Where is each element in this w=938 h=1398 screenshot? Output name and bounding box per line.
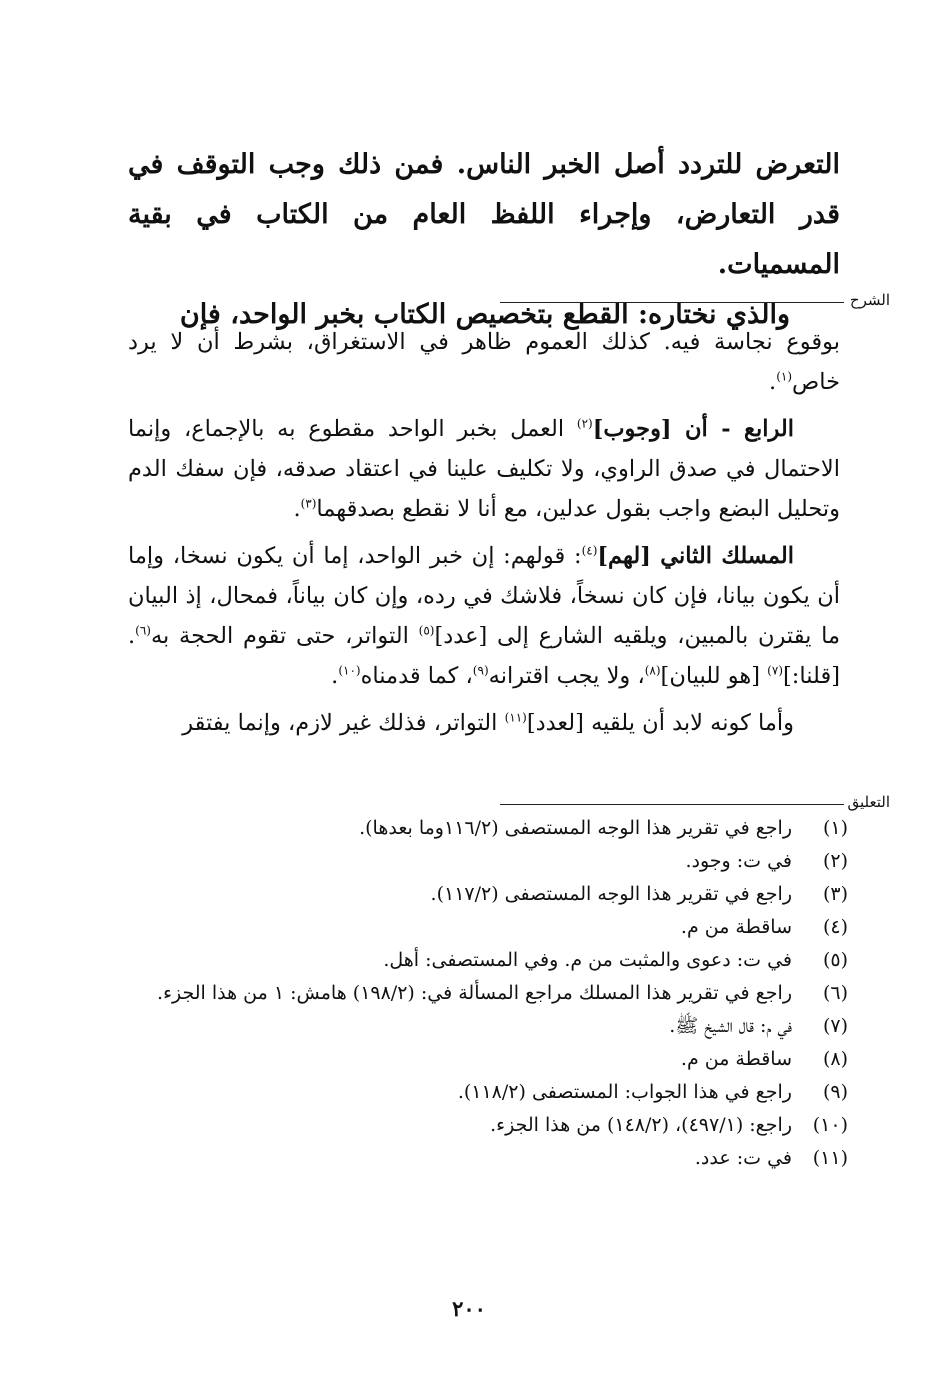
footnote-number: (٨): [822, 1048, 848, 1070]
footnote-item: [128, 812, 848, 845]
footnote-number: (١١): [812, 1147, 848, 1169]
footnote-text: ساقطة من م.: [680, 1048, 792, 1070]
footnote-number: (٧): [822, 1015, 848, 1037]
sharh-label: الشرح: [849, 291, 890, 309]
footnote-ref: (٦): [135, 623, 151, 638]
footnote-number: (١٠): [812, 1114, 848, 1136]
footnote-item: [128, 911, 848, 944]
footnote-ref: (١١): [504, 710, 527, 725]
footnote-ref: (٩): [472, 663, 489, 678]
commentary-paragraph-1: بوقوع نجاسة فيه. كذلك العموم ظاهر في الاستغراق، بشرط أن لا يرد خاص$^{(١)}$.: [128, 329, 840, 395]
footnote-number: (٥): [822, 949, 848, 971]
taliq-label: التعليق: [847, 793, 890, 811]
section-heading: الرابع - أن [وجوب]: [592, 416, 794, 442]
footnote-text: ساقطة من م.: [680, 916, 792, 938]
sharh-divider: [500, 302, 844, 303]
footnote-item: [128, 878, 848, 911]
commentary-paragraph-2: الرابع - أن [وجوب]$^{(٢)}$ العمل بخبر الواحد مقطوع به بالإجماع، وإنما الاحتمال في صدق الراوي، ولا تكليف علينا في اعتقاد صدقه، فإن سفك الدم وتحليل البضع واجب بقول عدلين، مع أنا لا نقطع بصدقهما$^{(٣)}$.: [128, 416, 840, 522]
footnote-ref: (٧): [767, 663, 783, 678]
footnote-item: [128, 1043, 848, 1076]
footnote-item: [128, 1142, 848, 1175]
commentary-text: [128, 322, 840, 743]
footnote-number: (١): [822, 817, 848, 839]
footnote-text: في م: قال الشيخ ﷺ.: [669, 1015, 792, 1037]
footnote-text: راجع: (٤٩٧/١)، (١٤٨/٢) من هذا الجزء.: [490, 1114, 792, 1136]
footnote-item: [128, 1076, 848, 1109]
footnote-item: [128, 1109, 848, 1142]
main-text: [128, 140, 840, 340]
taliq-divider: [500, 804, 844, 805]
footnote-number: (٩): [822, 1081, 848, 1103]
footnote-number: (٤): [822, 916, 848, 938]
footnote-text: راجع في تقرير هذا الوجه المستصفى (١١٧/٢).: [430, 883, 792, 905]
main-paragraph-2: والذي نختاره: القطع بتخصيص الكتاب بخبر الواحد، فإن: [179, 299, 790, 330]
footnote-ref: (١): [776, 369, 793, 384]
footnote-ref: (٢): [576, 416, 593, 431]
footnote-text: راجع في تقرير هذا المسلك مراجع المسألة في: (١٩٨/٢) هامش: ١ من هذا الجزء.: [157, 982, 792, 1004]
footnote-item: [128, 944, 848, 977]
footnote-text: في ت: دعوى والمثبت من م. وفي المستصفى: أهل.: [383, 949, 792, 971]
footnote-number: (٦): [822, 982, 848, 1004]
footnote-ref: (٨): [644, 663, 661, 678]
footnotes: [128, 812, 848, 1175]
footnote-ref: (٥): [418, 623, 435, 638]
footnote-item: [128, 1010, 848, 1043]
page-number: ٢٠٠: [452, 1296, 486, 1321]
footnote-ref: (٤): [581, 543, 598, 558]
footnote-text: راجع في تقرير هذا الوجه المستصفى (١١٦/٢وما بعدها).: [359, 817, 792, 839]
footnote-text: راجع في هذا الجواب: المستصفى (١١٨/٢).: [457, 1081, 792, 1103]
footnote-item: [128, 977, 848, 1010]
footnote-number: (٢): [822, 850, 848, 872]
commentary-paragraph-4: وأما كونه لابد أن يلقيه [لعدد]$^{(١١)}$ التواتر، فذلك غير لازم، وإنما يفتقر: [182, 710, 794, 736]
footnote-text: في ت: عدد.: [694, 1147, 792, 1169]
section-heading: المسلك الثاني [لهم]: [597, 543, 794, 569]
main-paragraph-1: التعرض للتردد أصل الخبر الناس. فمن ذلك وجب التوقف في قدر التعارض، وإجراء اللفظ العام من الكتاب في بقية المسميات.: [128, 149, 840, 280]
footnote-ref: (٣): [300, 496, 317, 511]
footnote-text: في ت: وجود.: [685, 850, 792, 872]
commentary-paragraph-3: المسلك الثاني [لهم]$^{(٤)}$: قولهم: إن خبر الواحد، إما أن يكون نسخا، وإما أن يكون بيانا، فإن كان نسخاً، فلاشك في رده، وإن كان بياناً، فمحال، إذ البيان ما يقترن بالمبين، ويلقيه الشارع إلى [عدد]$^{(٥)}$ التواتر، حتى تقوم الحجة به$^{(٦)}$. [قلنا:]$^{(٧)}$ [هو للبيان]$^{(٨)}$، ولا يجب اقترانه$^{(٩)}$، كما قدمناه$^{(١٠)}$.: [128, 543, 840, 689]
footnote-number: (٣): [822, 883, 848, 905]
footnote-ref: (١٠): [338, 663, 361, 678]
footnote-item: [128, 845, 848, 878]
